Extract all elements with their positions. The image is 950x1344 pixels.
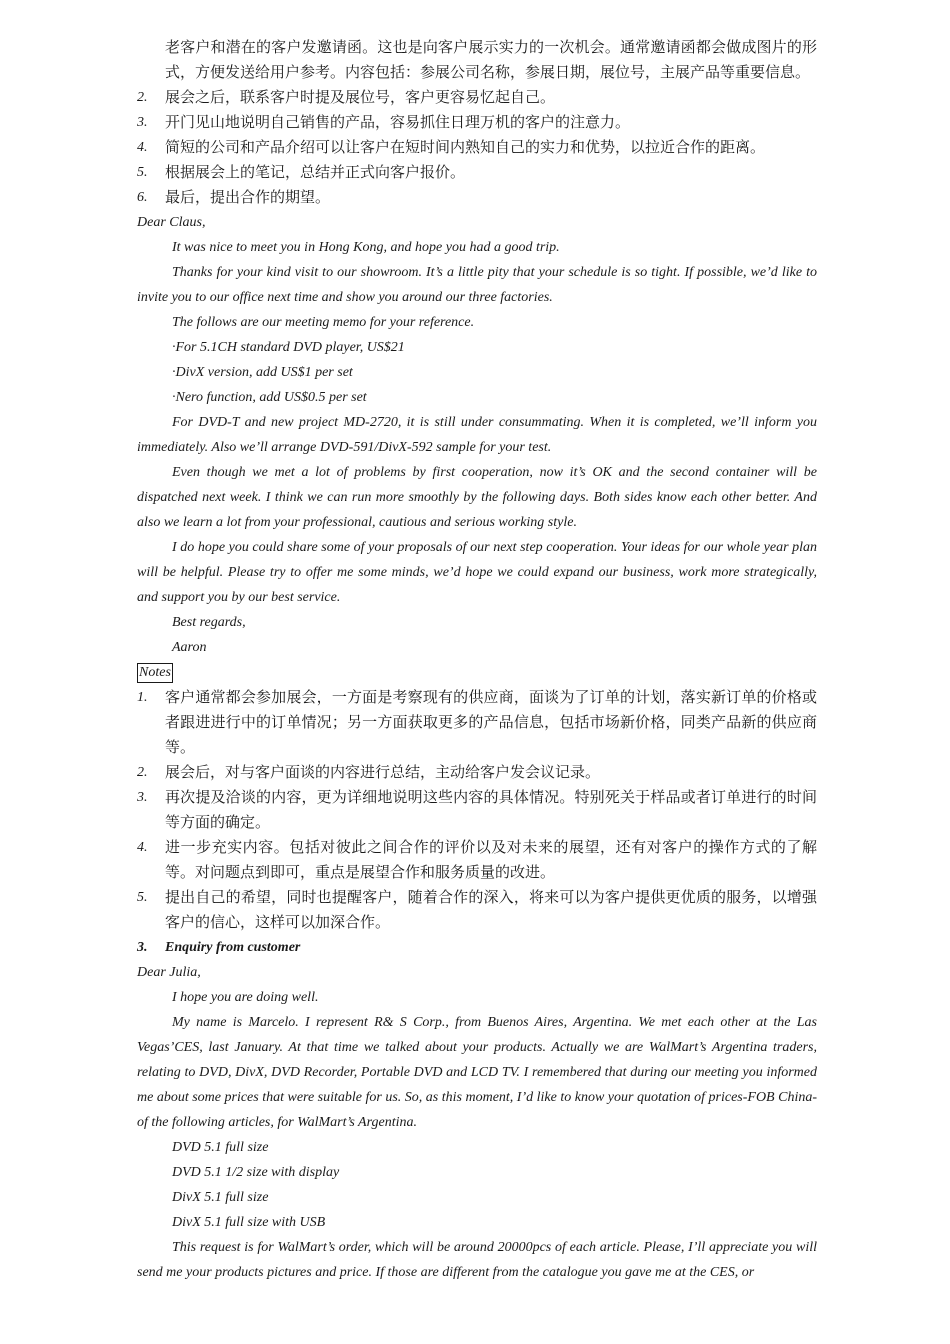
list-text: 展会后，对与客户面谈的内容进行总结，主动给客户发会议记录。 xyxy=(165,763,601,781)
article-item: DVD 5.1 full size xyxy=(172,1140,269,1155)
paragraph: My name is Marcelo. I represent R& S Corp., from Buenos Aires, Argentina. We met each other at the Las Vegas’CES, last January. At that time we talked about your products. Actually we are WalMart’s Argentina traders, relating to DVD, DivX, DVD Recorder, Portable DVD and LCD TV. I remembered that during our meeting you informed me about some prices that were suitable for us. So, as this moment, I’d like to know your quotation of prices-FOB China-of the following articles, for WalMart’s Argentina. xyxy=(137,1015,817,1130)
list-item xyxy=(137,160,817,185)
list-number: 1. xyxy=(137,690,148,705)
list-text: 再次提及洽谈的内容，更为详细地说明这些内容的具体情况。特别死关于样品或者订单进行的时间等方面的确定。 xyxy=(165,788,817,831)
list-number: 5. xyxy=(137,165,148,180)
article-item: DivX 5.1 full size with USB xyxy=(172,1215,326,1230)
paragraph: Even though we met a lot of problems by first cooperation, now it’s OK and the second container will be dispatched next week. I think we can run more smoothly by the following days. Both sides know each other better. And also we learn a lot from your professional, cautious and serious working style. xyxy=(137,465,817,530)
memo-item: ·Nero function, add US$0.5 per set xyxy=(172,390,367,405)
intro-continuation: 老客户和潜在的客户发邀请函。这也是向客户展示实力的一次机会。通常邀请函都会做成图片的形式，方便发送给用户参考。内容包括：参展公司名称，参展日期，展位号，主展产品等重要信息。 xyxy=(165,38,817,81)
list-text: 客户通常都会参加展会，一方面是考察现有的供应商，面谈为了订单的计划，落实新订单的价格或者跟进进行中的订单情况；另一方面获取更多的产品信息，包括市场新价格，同类产品新的供应商等。 xyxy=(165,688,817,756)
section-number: 3. xyxy=(137,940,148,955)
paragraph: I do hope you could share some of your proposals of our next step cooperation. Your ideas for our whole year plan will be helpful. Please try to offer me some minds, we’d hope we could expand our business, work more strategically, and support you by our best service. xyxy=(137,540,817,605)
list-item xyxy=(137,85,817,110)
letter-claus xyxy=(137,210,817,660)
list-text: 进一步充实内容。包括对彼此之间合作的评价以及对未来的展望，还有对客户的操作方式的了解等。对问题点到即可，重点是展望合作和服务质量的改进。 xyxy=(165,838,817,881)
list-number: 4. xyxy=(137,840,148,855)
list-number: 2. xyxy=(137,90,148,105)
list-number: 3. xyxy=(137,115,148,130)
memo-item: ·For 5.1CH standard DVD player, US$21 xyxy=(172,340,405,355)
list-item xyxy=(137,135,817,160)
list-text: 简短的公司和产品介绍可以让客户在短时间内熟知自己的实力和优势，以拉近合作的距离。 xyxy=(165,138,766,156)
list-text: 提出自己的希望，同时也提醒客户，随着合作的深入，将来可以为客户提供更优质的服务，以增强客户的信心，这样可以加深合作。 xyxy=(165,888,817,931)
section-title: Enquiry from customer xyxy=(165,940,301,955)
paragraph: The follows are our meeting memo for your reference. xyxy=(172,315,475,330)
list-number: 5. xyxy=(137,890,148,905)
salutation: Dear Julia, xyxy=(137,965,201,980)
paragraph: This request is for WalMart’s order, which will be around 20000pcs of each article. Please, I’ll appreciate you will send me your products pictures and price. If those are different from the catalogue you gave me at the CES, or xyxy=(137,1240,817,1280)
list-text: 开门见山地说明自己销售的产品，容易抓住日理万机的客户的注意力。 xyxy=(165,113,631,131)
tips-list xyxy=(137,85,817,210)
notes-label: Notes xyxy=(137,663,173,683)
article-item: DivX 5.1 full size xyxy=(172,1190,269,1205)
list-item xyxy=(137,885,817,935)
signature: Aaron xyxy=(172,640,207,655)
letter-julia xyxy=(137,960,817,1285)
paragraph: Thanks for your kind visit to our showroom. It’s a little pity that your schedule is so tight. If possible, we’d like to invite you to our office next time and show you around our three factories. xyxy=(137,265,817,305)
list-item xyxy=(137,110,817,135)
list-text: 展会之后，联系客户时提及展位号，客户更容易忆起自己。 xyxy=(165,88,556,106)
list-number: 2. xyxy=(137,765,148,780)
paragraph: I hope you are doing well. xyxy=(172,990,319,1005)
paragraph: It was nice to meet you in Hong Kong, and hope you had a good trip. xyxy=(172,240,560,255)
memo-item: ·DivX version, add US$1 per set xyxy=(172,365,353,380)
document-body xyxy=(137,35,817,1285)
salutation: Dear Claus, xyxy=(137,215,206,230)
section-heading xyxy=(137,935,817,960)
list-text: 根据展会上的笔记，总结并正式向客户报价。 xyxy=(165,163,466,181)
paragraph: For DVD-T and new project MD-2720, it is still under consummating. When it is completed, we’ll inform you immediately. Also we’ll arrange DVD-591/DivX-592 sample for your test. xyxy=(137,415,817,455)
list-number: 6. xyxy=(137,190,148,205)
list-item xyxy=(137,760,817,785)
list-item xyxy=(137,785,817,835)
list-text: 最后，提出合作的期望。 xyxy=(165,188,331,206)
notes-heading xyxy=(137,660,817,685)
notes-list xyxy=(137,685,817,935)
list-number: 3. xyxy=(137,790,148,805)
list-item xyxy=(137,685,817,760)
closing: Best regards, xyxy=(172,615,246,630)
list-number: 4. xyxy=(137,140,148,155)
article-item: DVD 5.1 1/2 size with display xyxy=(172,1165,340,1180)
list-item xyxy=(137,835,817,885)
list-item xyxy=(137,185,817,210)
